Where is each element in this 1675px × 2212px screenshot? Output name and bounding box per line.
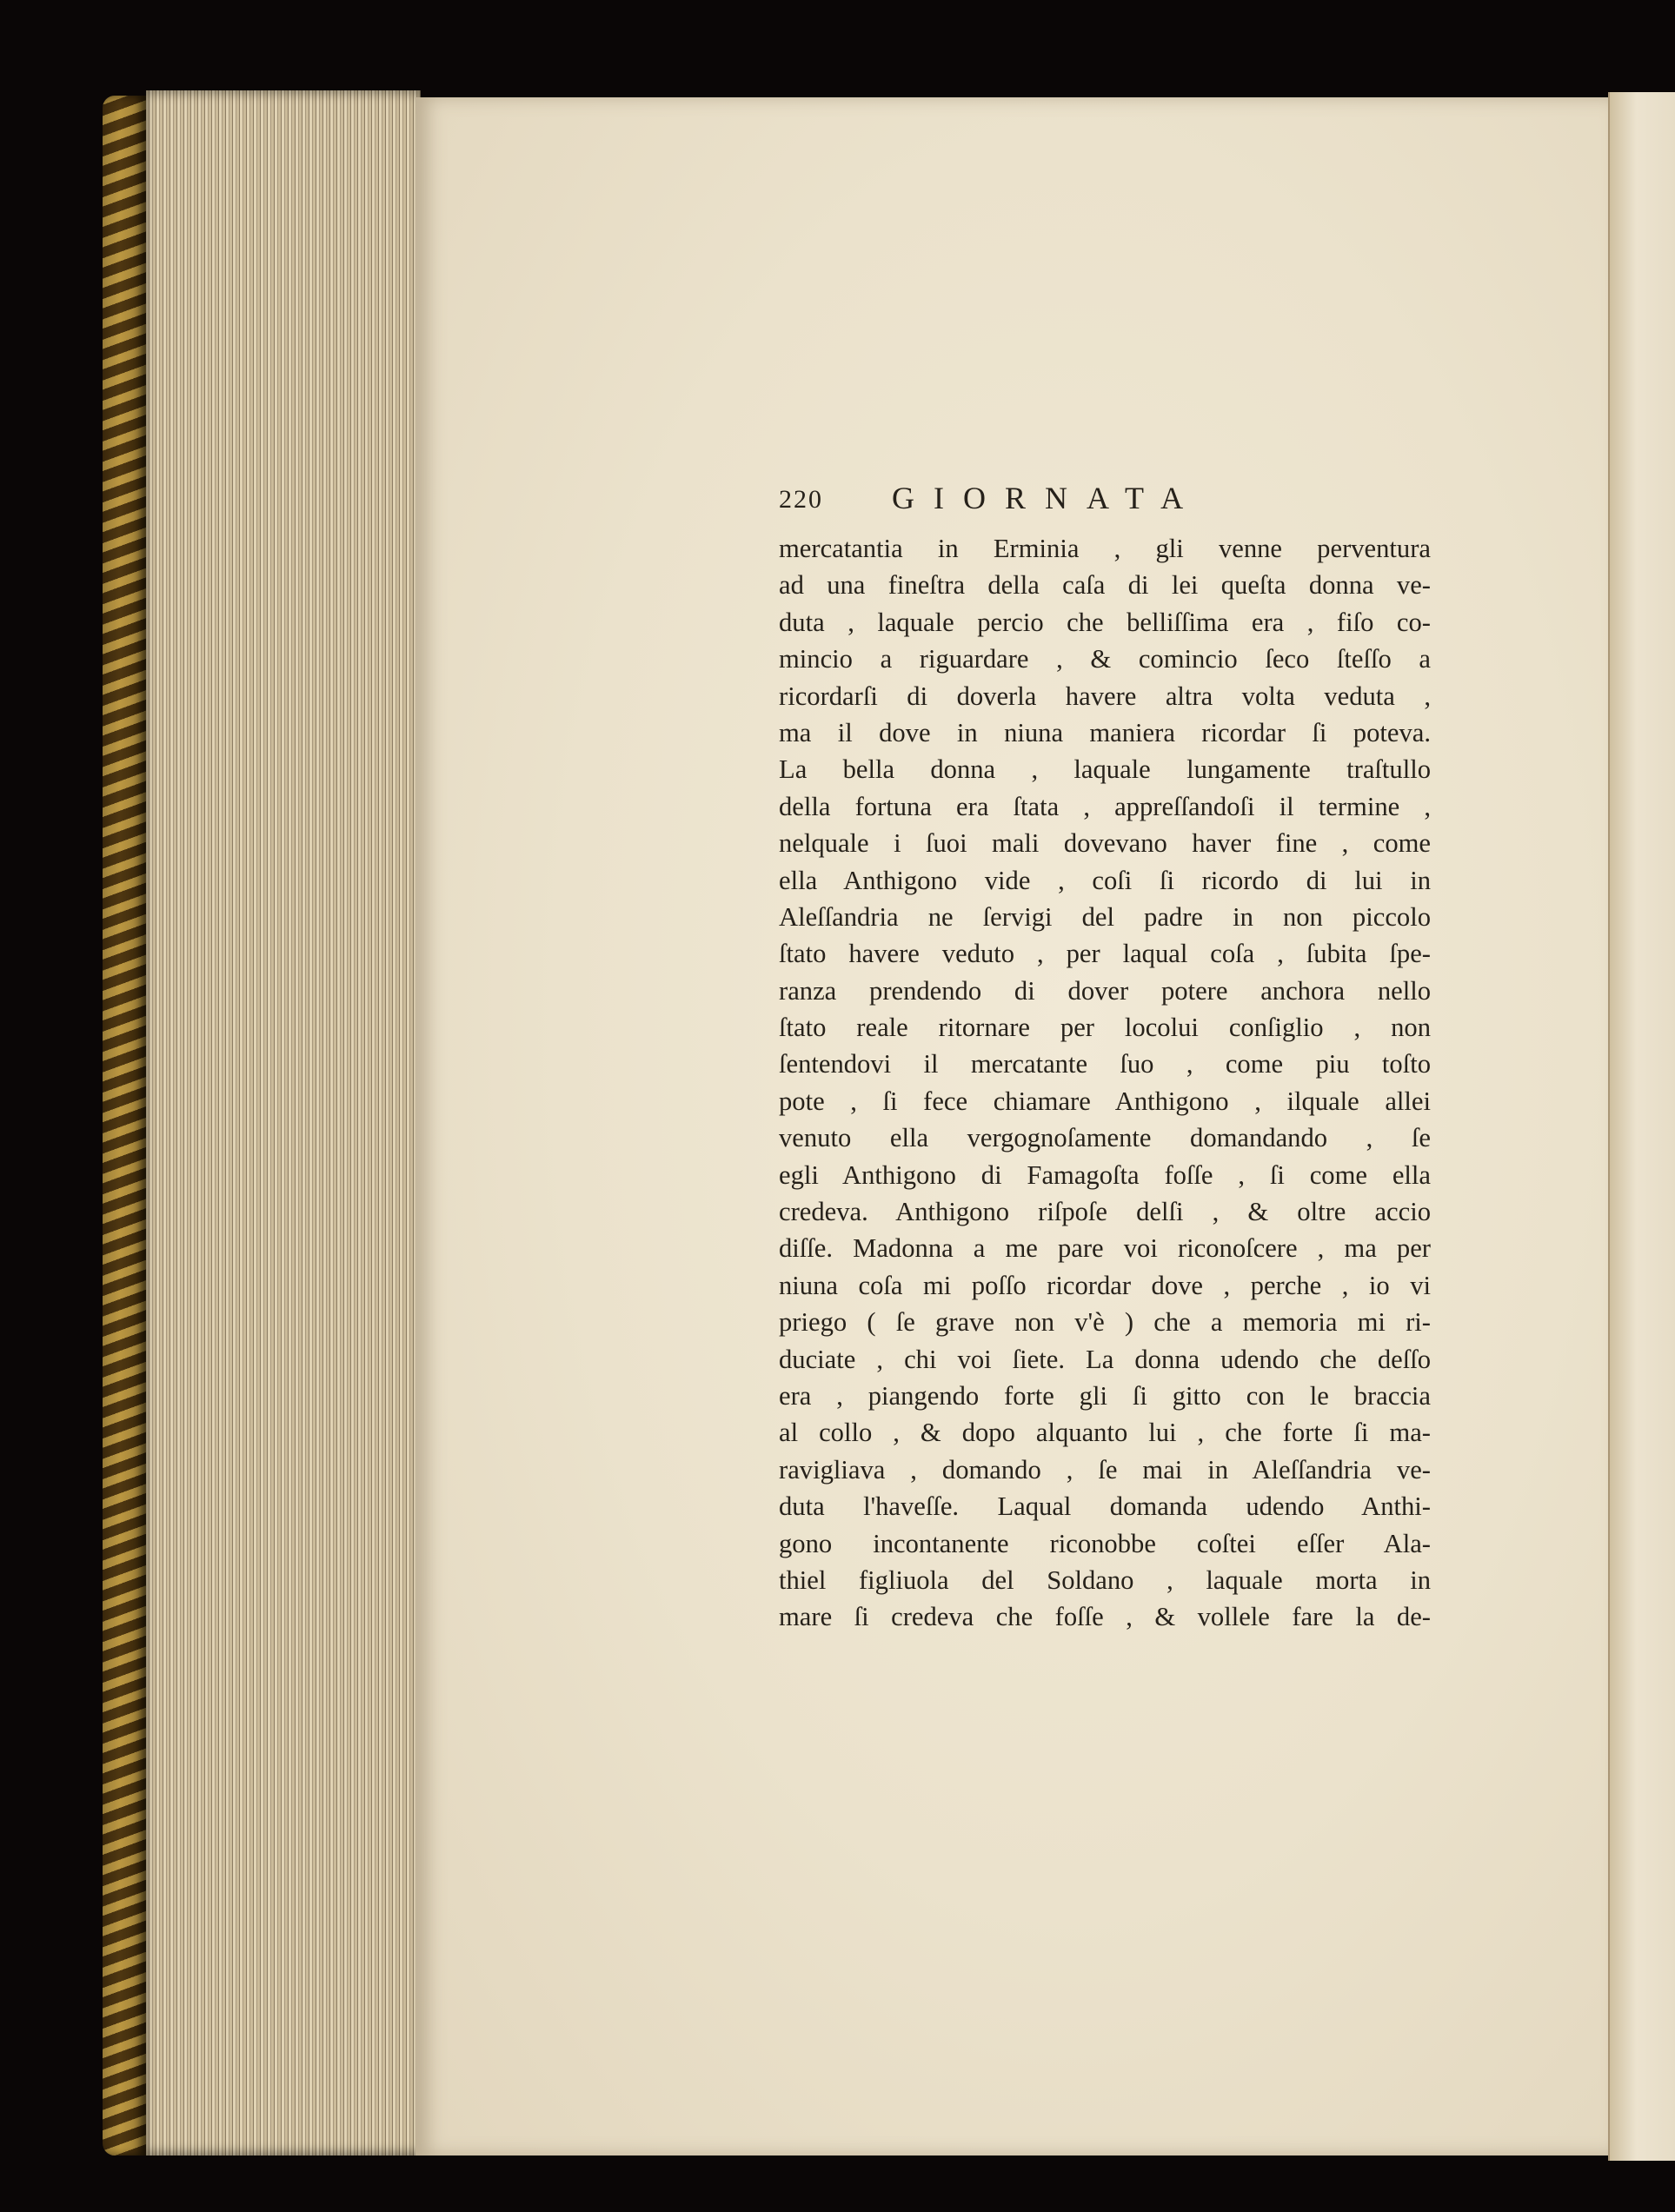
text-line: ravigliava , domando , ſe mai in Aleſſandria ve- — [779, 1454, 1431, 1485]
page-number: 220 — [779, 485, 823, 514]
book-spine — [103, 96, 146, 2156]
text-line: Aleſſandria ne ſervigi del padre in non piccolo — [779, 901, 1431, 932]
text-line: ſentendovi il mercatante ſuo , come piu toſto — [779, 1049, 1431, 1079]
text-line: egli Anthigono di Famagoſta foſſe , ſi come ella — [779, 1159, 1431, 1190]
text-line: duta , laquale percio che belliſſima era , fiſo co- — [779, 607, 1431, 637]
text-line: nelquale i ſuoi mali dovevano haver fine , come — [779, 828, 1431, 859]
page-header — [779, 476, 1431, 530]
text-block — [779, 476, 1431, 1636]
text-line: ad una fineſtra della caſa di lei queſta donna ve- — [779, 570, 1431, 601]
text-line: mare ſi credeva che foſſe , & vollele fare la de- — [779, 1602, 1431, 1632]
text-line: gono incontanente riconobbe coſtei eſſer Ala- — [779, 1528, 1431, 1558]
text-line: mincio a riguardare , & comincio ſeco ſteſſo a — [779, 644, 1431, 674]
text-line: ma il dove in niuna maniera ricordar ſi poteva. — [779, 717, 1431, 747]
text-line: ricordarſi di doverla havere altra volta veduta , — [779, 681, 1431, 711]
text-line: ranza prendendo di dover potere anchora nello — [779, 975, 1431, 1006]
page-edges — [146, 90, 421, 2156]
text-line: mercatantia in Erminia , gli venne perventura — [779, 534, 1431, 563]
text-line: era , piangendo forte gli ſi gitto con le braccia — [779, 1380, 1431, 1411]
text-line: al collo , & dopo alquanto lui , che forte ſi ma- — [779, 1418, 1431, 1448]
text-line: ſtato havere veduto , per laqual coſa , ſubita ſpe- — [779, 939, 1431, 969]
text-line: ſtato reale ritornare per locolui conſiglio , non — [779, 1013, 1431, 1043]
text-line: della fortuna era ſtata , appreſſandoſi il termine , — [779, 791, 1431, 821]
text-line: thiel figliuola del Soldano , laquale morta in — [779, 1564, 1431, 1595]
facing-page-edge — [1608, 92, 1675, 2161]
text-line: ella Anthigono vide , coſi ſi ricordo di lui in — [779, 865, 1431, 895]
text-line: niuna coſa mi poſſo ricordar dove , perche , io vi — [779, 1270, 1431, 1300]
text-line: duta l'haveſſe. Laqual domanda udendo Anthi- — [779, 1491, 1431, 1522]
text-line: diſſe. Madonna a me pare voi riconoſcere , ma per — [779, 1233, 1431, 1264]
running-title: GIORNATA — [892, 481, 1203, 515]
body-text — [779, 530, 1431, 1636]
text-line: duciate , chi voi ſiete. La donna udendo che deſſo — [779, 1344, 1431, 1374]
text-line: credeva. Anthigono riſpoſe delſi , & oltre accio — [779, 1197, 1431, 1227]
text-line: pote , ſi fece chiamare Anthigono , ilquale allei — [779, 1086, 1431, 1116]
text-line: priego ( ſe grave non v'è ) che a memoria mi ri- — [779, 1307, 1431, 1338]
text-line: venuto ella vergognoſamente domandando , ſe — [779, 1123, 1431, 1153]
text-line: La bella donna , laquale lungamente traſtullo — [779, 754, 1431, 785]
